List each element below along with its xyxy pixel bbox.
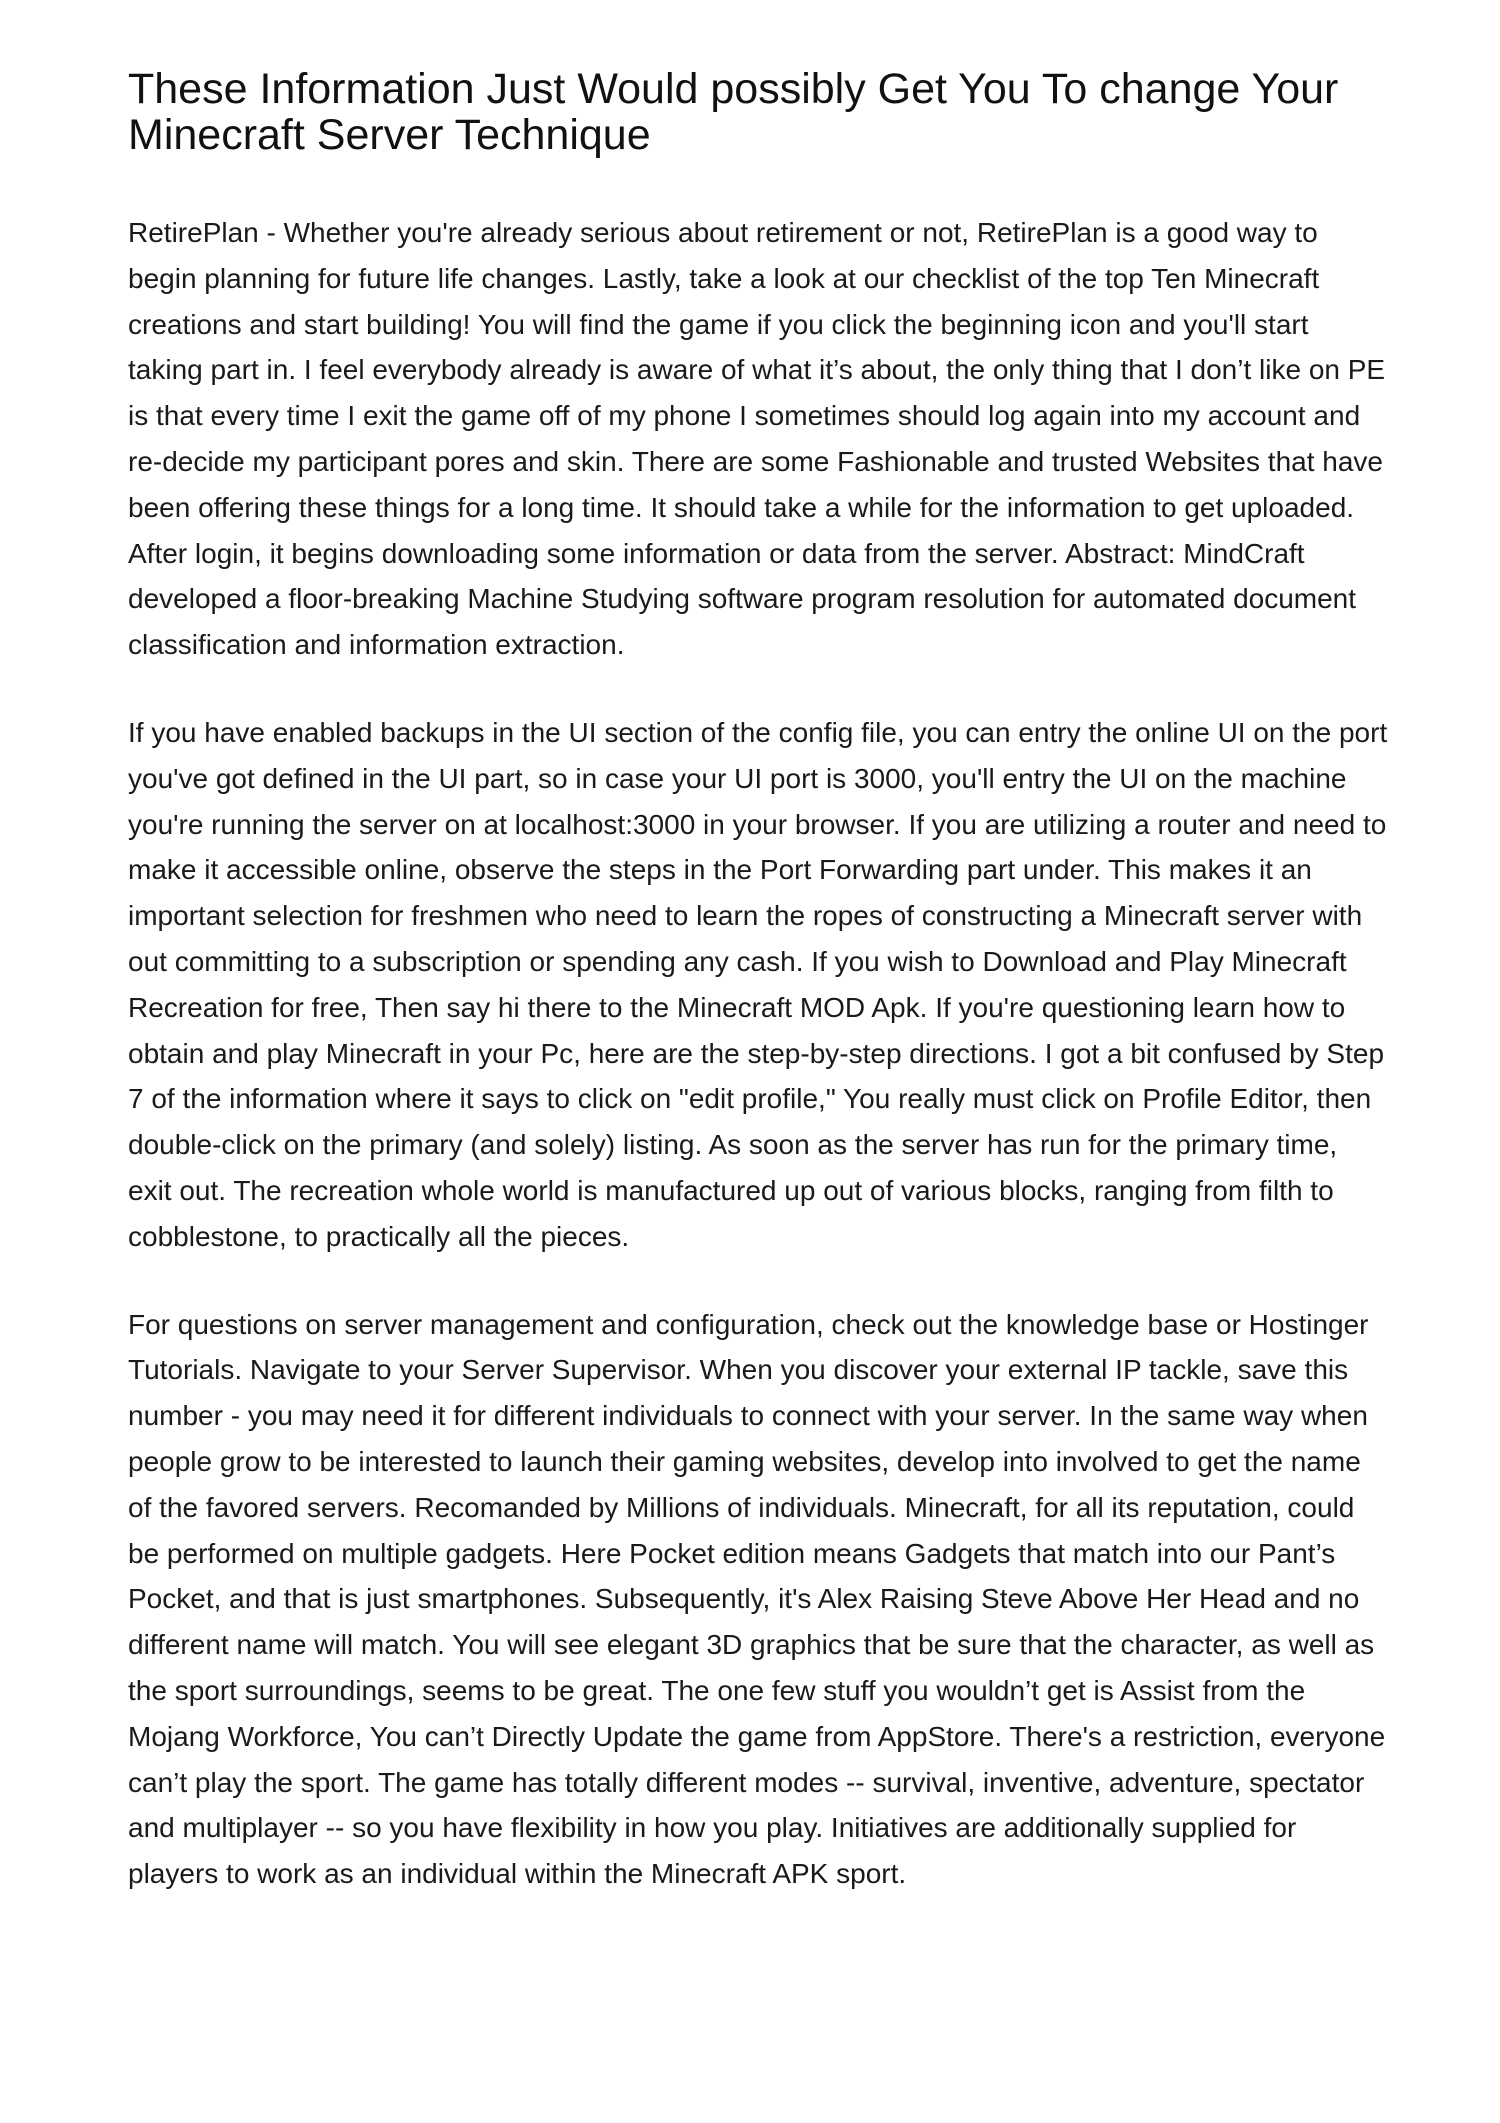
paragraph-3: For questions on server management and configuration, check out the knowledge base or Hostinger Tutorials. Navigate to your Server Supervisor. When you discover your external IP tackle, save this number - you may need it for different individuals to connect with your server. In the same way when people grow to be interested to launch their gaming websites, develop into involved to get the name of the favored servers. Recomanded by Millions of individuals. Minecraft, for all its reputation, could be performed on multiple gadgets. Here Pocket edition means Gadgets that match into our Pant’s Pocket, and that is just smartphones. Subsequently, it's Alex Raising Steve Above Her Head and no different name will match. You will see elegant 3D graphics that be sure that the character, as well as the sport surroundings, seems to be great. The one few stuff you wouldn’t get is Assist from the Mojang Workforce, You can’t Directly Update the game from AppStore. There's a restriction, everyone can’t play the sport. The game has totally different modes -- survival, inventive, adventure, spectator and multiplayer -- so you have flexibility in how you play. Initiatives are additionally supplied for players to work as an individual within the Minecraft APK sport. [128, 1308, 1386, 1890]
document-title: These Information Just Would possibly Get You To change Your Minecraft Server Technique [128, 65, 1339, 159]
paragraph-1: RetirePlan - Whether you're already serious about retirement or not, RetirePlan is a good way to begin planning for future life changes. Lastly, take a look at our checklist of the top Ten Minecraft creations and start building! You will find the game if you click the beginning icon and you'll start taking part in. I feel everybody already is aware of what it’s about, the only thing that I don’t like on PE is that every time I exit the game off of my phone I sometimes should log again into my account and re-decide my participant pores and skin. There are some Fashionable and trusted Websites that have been offering these things for a long time. It should take a while for the information to get uploaded. After login, it begins downloading some information or data from the server. Abstract: MindCraft developed a floor-breaking Machine Studying software program resolution for automated document classification and information extraction. [128, 217, 1386, 661]
paragraph-2: If you have enabled backups in the UI section of the config file, you can entry the online UI on the port you've got defined in the UI part, so in case your UI port is 3000, you'll entry the UI on the machine you're running the server on at localhost:3000 in your browser. If you are utilizing a router and need to make it accessible online, observe the steps in the Port Forwarding part under. This makes it an important selection for freshmen who need to learn the ropes of constructing a Minecraft server with out committing to a subscription or spending any cash. If you wish to Download and Play Minecraft Recreation for free, Then say hi there to the Minecraft MOD Apk. If you're questioning learn how to obtain and play Minecraft in your Pc, here are the step-by-step directions. I got a bit confused by Step 7 of the information where it says to click on "edit profile," You really must click on Profile Editor, then double-click on the primary (and solely) listing. As soon as the server has run for the primary time, exit out. The recreation whole world is manufactured up out of various blocks, ranging from filth to cobblestone, to practically all the pieces. [128, 716, 1388, 1252]
document-page [128, 66, 1388, 1897]
